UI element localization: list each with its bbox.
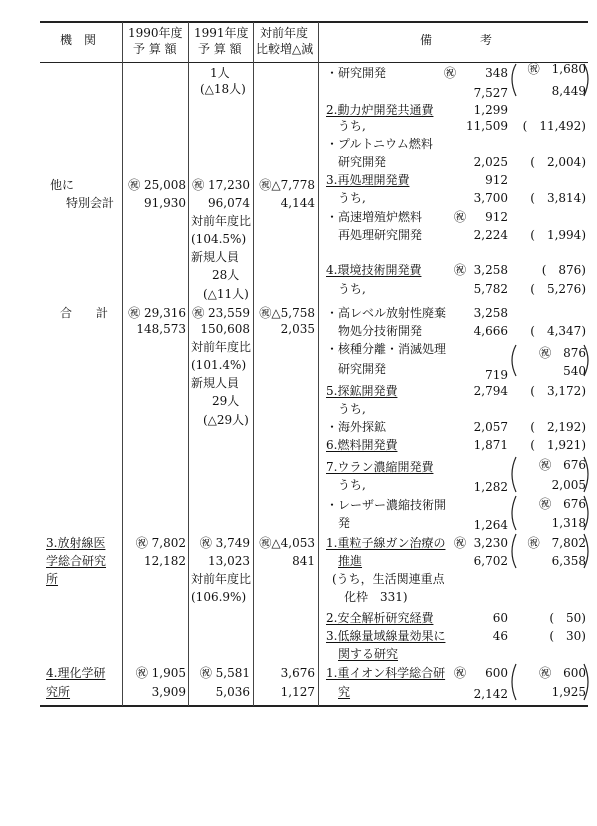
remark-value: 4,666 (473, 324, 508, 338)
remark-value: 60 (492, 611, 508, 625)
ratio-label: 対前年度比 (191, 340, 252, 354)
budget-1990: ㊗ 29,316 (128, 306, 186, 320)
col-divider (318, 22, 319, 706)
col-divider (188, 22, 189, 706)
remark-value: 2,025 (473, 155, 508, 169)
budget-diff: 2,035 (280, 322, 315, 336)
remark-value: 348 (485, 66, 508, 80)
remark-prev: 1,318 (551, 516, 586, 530)
remark-item: うち, (338, 478, 366, 492)
remark-prev: ( 4,347) (530, 324, 586, 338)
remark-heading: 3.低線量域線量効果に (326, 629, 446, 643)
remark-prev: ㊗ 600 (539, 666, 586, 680)
mark-icon: ㊗ (454, 536, 467, 550)
remark-heading: 1.重イオン科学総合研 (326, 666, 446, 680)
remark-heading: 推進 (338, 554, 363, 568)
mark-icon: ㊗ (454, 263, 467, 277)
budget-1990: 12,182 (144, 554, 186, 568)
budget-1991: ㊗ 5,581 (199, 666, 250, 680)
remark-value: 3,258 (473, 263, 508, 277)
budget-1990: ㊗ 1,905 (135, 666, 186, 680)
remark-heading: 1.重粒子線ガン治療の (326, 536, 446, 550)
budget-1991: ㊗ 17,230 (192, 178, 250, 192)
remark-prev: ( 1,994) (530, 228, 586, 242)
org-name: 3.放射線医 (46, 536, 106, 550)
remark-value: 912 (485, 173, 508, 187)
org-name: 学総合研究 (46, 554, 107, 568)
remark-value: 2,794 (473, 384, 508, 398)
budget-1991: 150,608 (200, 322, 250, 336)
header-1991-a: 1991年度 (194, 26, 249, 40)
remark-heading: 2.動力炉開発共通費 (326, 103, 434, 117)
header-diff-a: 対前年度 (260, 26, 309, 40)
org-name: 合 計 (60, 306, 109, 320)
mark-icon: ㊗ (454, 210, 467, 224)
remark-item: 発 (338, 516, 351, 530)
org-name: 所 (46, 572, 59, 586)
remark-prev: ( 1,921) (530, 438, 586, 452)
org-name: 特別会計 (66, 196, 115, 210)
new-staff-change: (△11人) (203, 287, 249, 301)
remark-value: 46 (492, 629, 508, 643)
remark-prev: ( 5,276) (530, 282, 586, 296)
header-kikan: 機 関 (60, 33, 97, 47)
budget-1991: 5,036 (215, 685, 250, 699)
remark-value: 1,264 (473, 518, 508, 532)
header-1991-b: 予 算 額 (198, 42, 242, 56)
org-name: 他に (50, 178, 75, 192)
remark-prev: ( 3,172) (530, 384, 586, 398)
new-staff-count: 28人 (212, 268, 240, 282)
remark-prev: ㊗ 676 (539, 497, 586, 511)
remark-value: 3,230 (473, 536, 508, 550)
remark-value: 1,299 (473, 103, 508, 117)
remark-item: うち, (338, 402, 366, 416)
remark-heading: 究 (338, 685, 351, 699)
remark-prev: ( 11,492) (522, 119, 586, 133)
remark-item: 研究開発 (338, 155, 387, 169)
org-name: 究所 (46, 685, 71, 699)
remark-prev: 540 (563, 364, 586, 378)
remark-item: 研究開発 (338, 362, 387, 376)
remark-prev: ( 2,004) (530, 155, 586, 169)
ratio-value: (106.9%) (191, 590, 247, 604)
remark-prev: ㊗ 676 (539, 458, 586, 472)
remark-item: うち, (338, 282, 366, 296)
remark-value: 3,700 (473, 191, 508, 205)
remark-item: 物処分技術開発 (338, 324, 423, 338)
new-staff-change: (△29人) (203, 413, 249, 427)
remark-heading: 6.燃料開発費 (326, 438, 398, 452)
header-1990-b: 予 算 額 (133, 42, 177, 56)
budget-1991: 96,074 (208, 196, 250, 210)
remark-prev: ㊗ 1,680 (527, 62, 586, 76)
remark-value: 1,282 (473, 480, 508, 494)
remark-value: 912 (485, 210, 508, 224)
remark-prev: 6,358 (551, 554, 586, 568)
staff-count: 1人 (210, 66, 230, 80)
remark-note: (うち，生活関連重点 (332, 572, 445, 586)
remark-item: ・高速増殖炉燃料 (326, 210, 423, 224)
budget-1990: ㊗ 7,802 (135, 536, 186, 550)
remark-heading: 3.再処理開発費 (326, 173, 410, 187)
remark-value: 5,782 (473, 282, 508, 296)
budget-diff: 4,144 (280, 196, 315, 210)
remark-heading: 2.安全解析研究経費 (326, 611, 434, 625)
remark-value: 600 (485, 666, 508, 680)
remark-prev: ( 50) (549, 611, 586, 625)
header-diff-b: 比較増△減 (256, 42, 314, 56)
remark-value: 2,057 (473, 420, 508, 434)
remark-item: ・核種分離・消滅処理 (326, 342, 447, 356)
budget-1990: 148,573 (136, 322, 186, 336)
budget-diff: 841 (292, 554, 315, 568)
new-staff-label: 新規人員 (191, 250, 240, 264)
remark-prev: 8,449 (551, 84, 586, 98)
remark-item: ・海外探鉱 (326, 420, 387, 434)
remark-item: ・プルトニウム燃料 (326, 137, 433, 151)
remark-note: 化枠 331) (344, 590, 408, 604)
org-name: 4.理化学研 (46, 666, 106, 680)
remark-heading: 関する研究 (338, 647, 399, 661)
budget-1990: ㊗ 25,008 (128, 178, 186, 192)
remark-heading: 7.ウラン濃縮開発費 (326, 460, 434, 474)
remark-prev: 2,005 (551, 478, 586, 492)
remark-item: うち, (338, 119, 366, 133)
ratio-label: 対前年度比 (191, 214, 252, 228)
remark-value: 1,871 (473, 438, 508, 452)
remark-item: 再処理研究開発 (338, 228, 423, 242)
remark-value: 2,142 (473, 687, 508, 701)
budget-diff: ㊗△4,053 (259, 536, 315, 550)
budget-diff: ㊗△5,758 (259, 306, 315, 320)
remark-value: 2,224 (473, 228, 508, 242)
budget-1990: 91,930 (144, 196, 186, 210)
remark-value: 6,702 (473, 554, 508, 568)
header-biko: 備 考 (420, 33, 493, 47)
budget-diff: 3,676 (280, 666, 315, 680)
mark-icon: ㊗ (454, 666, 467, 680)
remark-prev: ( 876) (541, 263, 586, 277)
budget-1991: ㊗ 3,749 (199, 536, 250, 550)
header-1990-a: 1990年度 (128, 26, 183, 40)
budget-1991: ㊗ 23,559 (192, 306, 250, 320)
staff-change: (△18人) (200, 82, 246, 96)
remark-prev: ㊗ 7,802 (527, 536, 586, 550)
remark-value: 3,258 (473, 306, 508, 320)
remark-prev: 1,925 (551, 685, 586, 699)
remark-item: ・高レベル放射性廃棄 (326, 306, 447, 320)
ratio-label: 対前年度比 (191, 572, 252, 586)
budget-diff: ㊗△7,778 (259, 178, 315, 192)
remark-prev: ( 3,814) (530, 191, 586, 205)
col-divider (122, 22, 123, 706)
remark-prev: ㊗ 876 (539, 346, 586, 360)
remark-item: うち, (338, 191, 366, 205)
budget-diff: 1,127 (280, 685, 315, 699)
new-staff-count: 29人 (212, 394, 240, 408)
remark-heading: 5.探鉱開発費 (326, 384, 398, 398)
remark-value: 11,509 (466, 119, 508, 133)
remark-prev: ( 2,192) (530, 420, 586, 434)
remark-value: 7,527 (473, 86, 508, 100)
remark-prev: ( 30) (549, 629, 586, 643)
remark-heading: 4.環境技術開発費 (326, 263, 422, 277)
remark-item: ・レーザー濃縮技術開 (326, 498, 447, 512)
remark-value: 719 (485, 368, 508, 382)
budget-1991: 13,023 (208, 554, 250, 568)
mark-icon: ㊗ (444, 66, 457, 80)
ratio-value: (104.5%) (191, 232, 247, 246)
new-staff-label: 新規人員 (191, 376, 240, 390)
remark-item: ・研究開発 (326, 66, 387, 80)
col-divider (253, 22, 254, 706)
ratio-value: (101.4%) (191, 358, 247, 372)
budget-1990: 3,909 (151, 685, 186, 699)
